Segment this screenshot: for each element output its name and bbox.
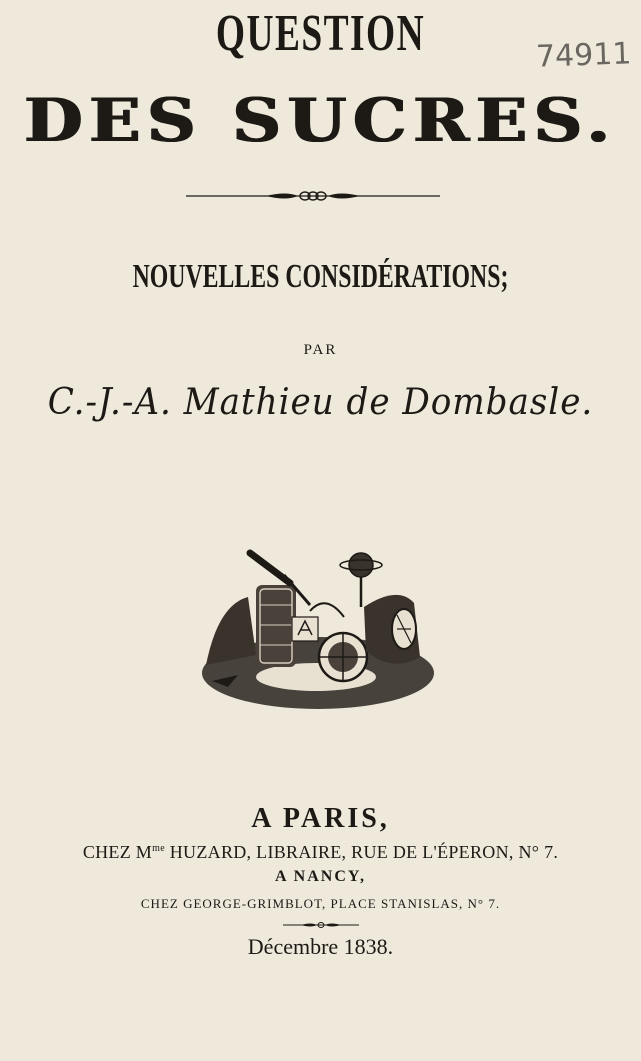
subtitle: NOUVELLES CONSIDÉRATIONS; bbox=[132, 258, 509, 295]
imprint-publisher-paris: CHEZ $M^{me}$ HUZARD, LIBRAIRE, RUE DE L'ÉPERON, N° 7. bbox=[82, 842, 559, 862]
imprint-city-nancy: A NANCY, bbox=[275, 868, 366, 885]
author-name: C.-J.-A. Mathieu de Dombasle. bbox=[47, 382, 594, 423]
title-line-2: DES SUCRES. bbox=[24, 86, 617, 156]
still-life-vignette-icon bbox=[198, 545, 438, 713]
small-rule-icon bbox=[283, 920, 359, 930]
by-label: PAR bbox=[303, 342, 338, 358]
publication-date: Décembre 1838. bbox=[247, 934, 394, 959]
handwritten-number: 74911 bbox=[535, 36, 633, 75]
title-line-1: QUESTION bbox=[215, 5, 426, 62]
ornamental-rule-icon bbox=[186, 188, 440, 204]
imprint-city-paris: A PARIS, bbox=[251, 803, 390, 834]
imprint-publisher-nancy: CHEZ GEORGE-GRIMBLOT, PLACE STANISLAS, N° 7. bbox=[140, 896, 501, 911]
